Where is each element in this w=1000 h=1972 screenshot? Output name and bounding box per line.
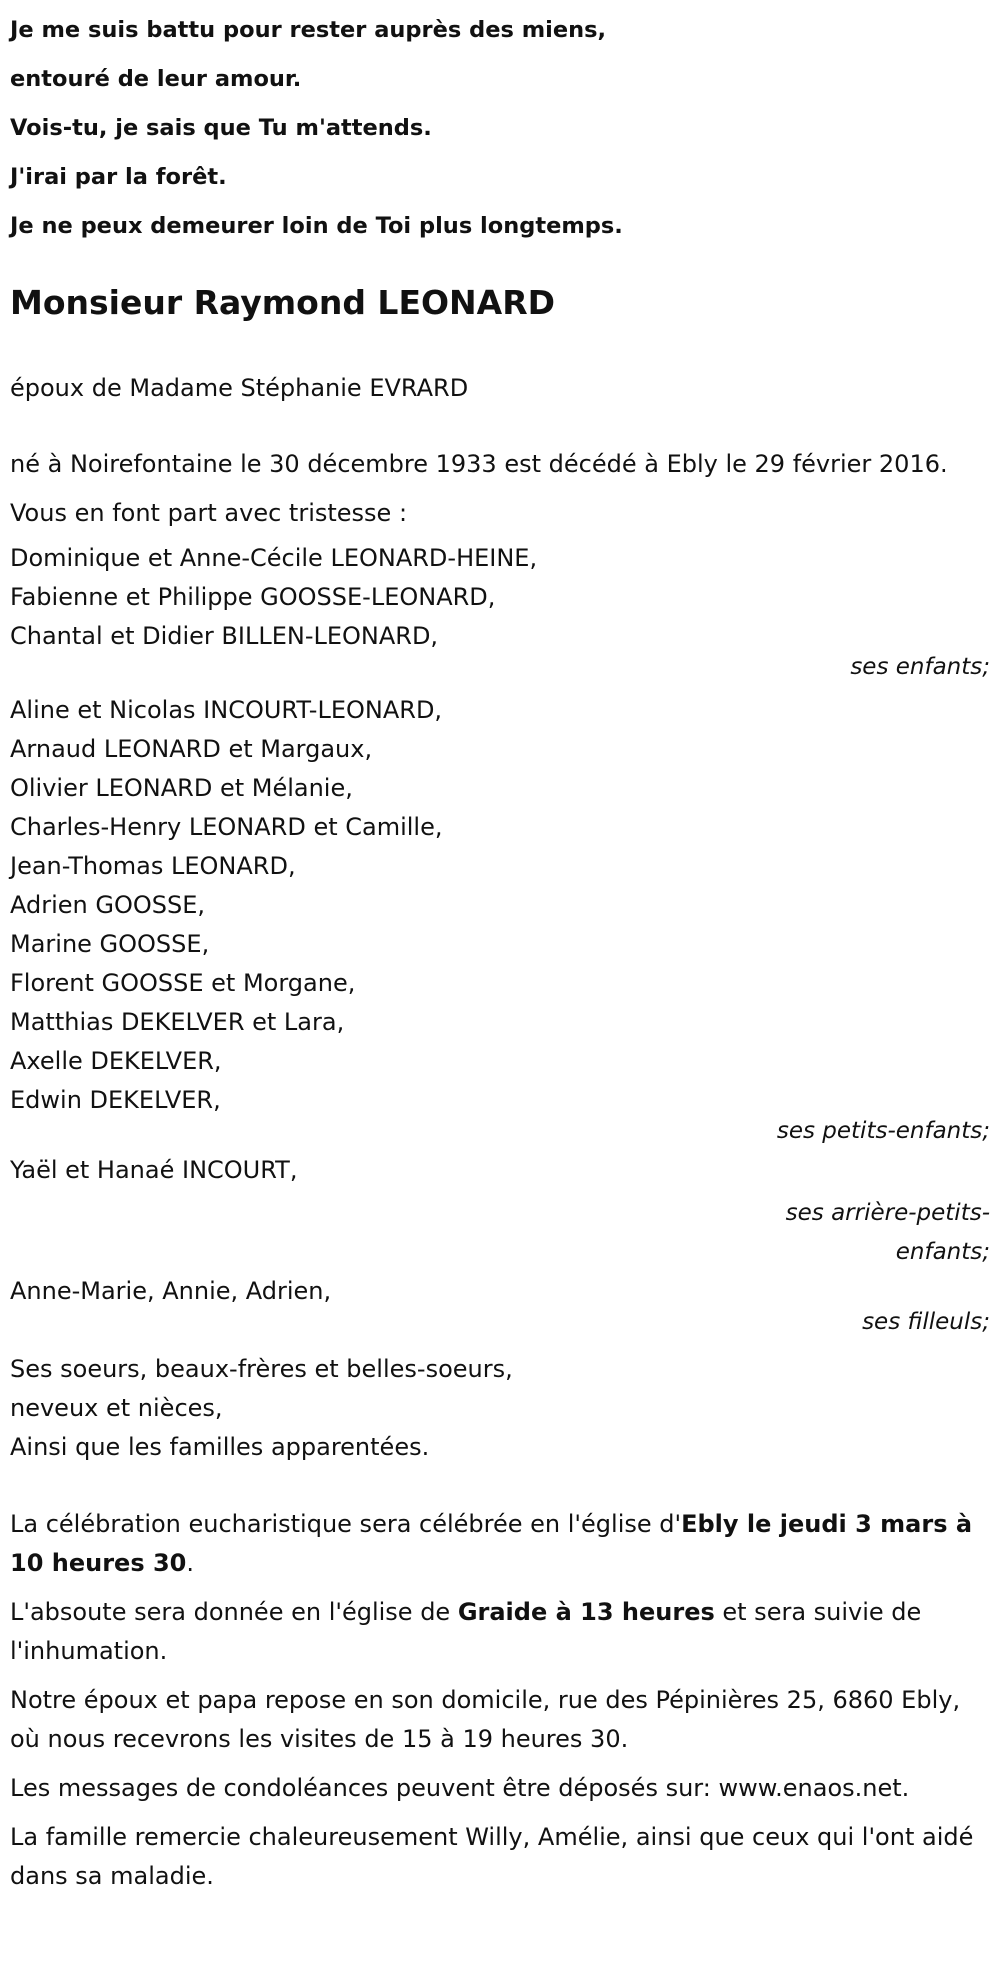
poem-line: Je me suis battu pour rester auprès des miens,	[10, 17, 607, 43]
birth-death-line: né à Noirefontaine le 30 décembre 1933 est décédé à Ebly le 29 février 2016.	[10, 450, 948, 478]
relation-godchildren: ses filleuls;	[862, 1309, 990, 1335]
poem	[10, 0, 990, 251]
absoute-info	[10, 1593, 990, 1671]
list-item: Charles-Henry LEONARD et Camille,	[10, 813, 443, 841]
poem-line: J'irai par la forêt.	[10, 164, 227, 190]
obituary-content	[10, 0, 990, 1896]
condolences-info: Les messages de condoléances peuvent être déposés sur: www.enaos.net.	[10, 1774, 910, 1802]
spouse-line: époux de Madame Stéphanie EVRARD	[10, 374, 469, 402]
list-item: Anne-Marie, Annie, Adrien,	[10, 1277, 332, 1305]
list-item: Adrien GOOSSE,	[10, 891, 206, 919]
celebration-date: Ebly le jeudi 3 mars à 10 heures 30	[10, 1510, 973, 1577]
children-group	[10, 539, 990, 656]
poem-line: Je ne peux demeurer loin de Toi plus longtemps.	[10, 213, 623, 239]
list-item: Ainsi que les familles apparentées.	[10, 1433, 430, 1461]
list-item: Axelle DEKELVER,	[10, 1047, 222, 1075]
list-item: Marine GOOSSE,	[10, 930, 210, 958]
celebration-info	[10, 1505, 990, 1583]
celebration-text: La célébration eucharistique sera célébrée en l'église d'	[10, 1510, 682, 1538]
list-item: Fabienne et Philippe GOOSSE-LEONARD,	[10, 583, 496, 611]
grandchildren-group	[10, 691, 990, 1120]
great-grandchildren-group	[10, 1151, 990, 1190]
list-item: Dominique et Anne-Cécile LEONARD-HEINE,	[10, 544, 538, 572]
list-item: neveux et nièces,	[10, 1394, 223, 1422]
relation-grandchildren: ses petits-enfants;	[776, 1118, 990, 1144]
intro-line: Vous en font part avec tristesse :	[10, 499, 408, 527]
absoute-time: Graide à 13 heures	[457, 1598, 715, 1626]
list-item: Aline et Nicolas INCOURT-LEONARD,	[10, 696, 443, 724]
list-item: Arnaud LEONARD et Margaux,	[10, 735, 373, 763]
deceased-name: Monsieur Raymond LEONARD	[10, 283, 556, 322]
list-item: Olivier LEONARD et Mélanie,	[10, 774, 353, 802]
relation-line: enfants;	[895, 1239, 990, 1265]
extended-family-group	[10, 1350, 990, 1467]
list-item: Matthias DEKELVER et Lara,	[10, 1008, 345, 1036]
relation-line: ses arrière-petits-	[785, 1200, 990, 1226]
absoute-text: L'absoute sera donnée en l'église de	[10, 1598, 458, 1626]
repose-info: Notre époux et papa repose en son domicile, rue des Pépinières 25, 6860 Ebly, où nous recevrons les visites de 15 à 19 heures 30.	[10, 1686, 961, 1753]
list-item: Florent GOOSSE et Morgane,	[10, 969, 356, 997]
list-item: Jean-Thomas LEONARD,	[10, 852, 296, 880]
celebration-end: .	[186, 1549, 194, 1577]
list-item: Chantal et Didier BILLEN-LEONARD,	[10, 622, 439, 650]
relation-great-grandchildren	[10, 1194, 990, 1272]
relation-children: ses enfants;	[850, 654, 990, 680]
thanks-info: La famille remercie chaleureusement Willy, Amélie, ainsi que ceux qui l'ont aidé dans sa maladie.	[10, 1823, 974, 1890]
list-item: Yaël et Hanaé INCOURT,	[10, 1156, 298, 1184]
absoute-end: et sera suivie de l'inhumation.	[10, 1598, 922, 1665]
list-item: Ses soeurs, beaux-frères et belles-soeurs,	[10, 1355, 513, 1383]
list-item: Edwin DEKELVER,	[10, 1086, 221, 1114]
poem-line: Vois-tu, je sais que Tu m'attends.	[10, 115, 432, 141]
poem-line: entouré de leur amour.	[10, 66, 302, 92]
